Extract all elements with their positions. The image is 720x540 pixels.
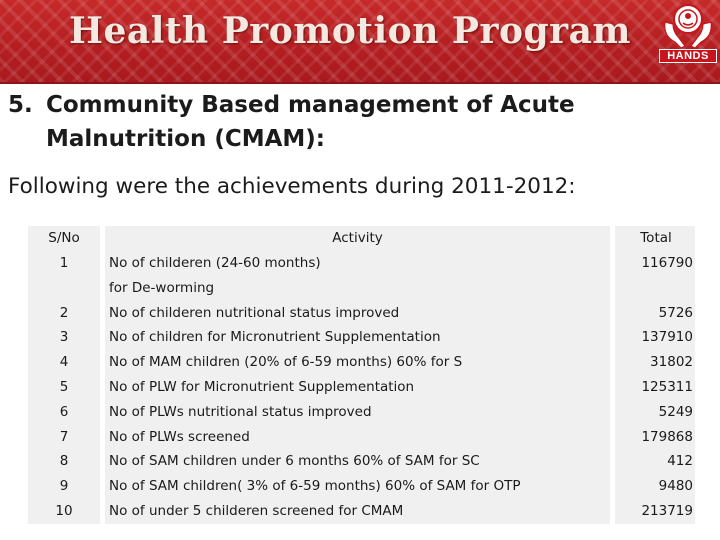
table-cell-sn: 1 (59, 255, 69, 271)
table-cell-sn: 6 (59, 403, 69, 420)
hands-logo-icon (659, 2, 717, 50)
table-cell-activity: No of SAM children under 6 months 60% of SAM for SC (109, 453, 480, 470)
table-cell-sn: 4 (59, 354, 69, 371)
heading-line-2: Malnutrition (CMAM): (46, 126, 325, 152)
header-sn: S/No (48, 230, 80, 246)
table-cell-total: 137910 (641, 329, 693, 346)
table-cell-activity: No of MAM children (20% of 6-59 months) 60% for S (109, 354, 463, 371)
table-cell-activity: No of children for Micronutrient Supplementation (109, 329, 441, 346)
table-cell-sn (28, 276, 100, 301)
header-activity: Activity (332, 230, 383, 246)
header-total: Total (640, 230, 672, 246)
table-cell-sn: 2 (59, 304, 69, 321)
hands-logo (659, 2, 717, 80)
table-cell-activity: No of PLW for Micronutrient Supplementation (109, 379, 415, 395)
table-cell-activity: for De-worming (109, 279, 215, 296)
table-cell-total: 5726 (658, 304, 693, 321)
table-cell-activity: No of PLWs nutritional status improved (109, 403, 372, 420)
table-cell-total (615, 276, 693, 301)
heading-text-1: Community Based management of Acute (46, 92, 575, 118)
intro-text: Following were the achievements during 2011-2012: (8, 174, 576, 199)
table-cell-total: 179868 (641, 428, 693, 445)
table-cell-total: 31802 (650, 354, 693, 371)
table-cell-activity: No of childeren (24-60 months) (109, 255, 321, 271)
table-cell-sn: 3 (59, 329, 69, 346)
table-cell-activity: No of childeren nutritional status improved (109, 304, 400, 321)
table-cell-activity: No of SAM children( 3% of 6-59 months) 60% of SAM for OTP (109, 478, 521, 495)
table-cell-total: 5249 (658, 403, 693, 420)
table-cell-activity: No of PLWs screened (109, 428, 250, 445)
section-heading (8, 88, 708, 156)
heading-number: 5. (8, 92, 33, 118)
table-cell-total: 412 (667, 453, 693, 470)
heading-line-1 (8, 88, 708, 122)
table-cell-total: 116790 (641, 255, 693, 271)
table-cell-sn: 8 (59, 453, 69, 470)
table-cell-sn: 10 (55, 503, 73, 519)
banner-title: Health Promotion Program (68, 10, 632, 52)
table-cell-sn: 7 (59, 428, 69, 445)
logo-text: HANDS (659, 49, 717, 63)
table-cell-sn: 5 (59, 379, 69, 395)
table-cell-total: 213719 (641, 503, 693, 519)
title-banner (0, 0, 720, 84)
table-cell-sn: 9 (59, 478, 69, 495)
table-cell-total: 125311 (641, 379, 693, 395)
table-cell-activity: No of under 5 childeren screened for CMAM (109, 503, 404, 519)
table-cell-total: 9480 (658, 478, 693, 495)
